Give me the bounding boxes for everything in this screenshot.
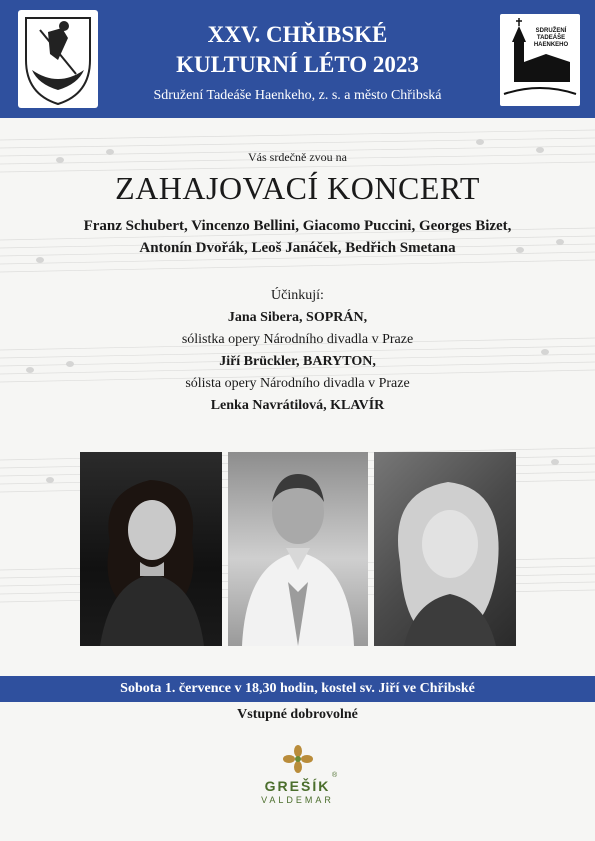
registered-mark: ®	[332, 772, 338, 779]
performers-heading: Účinkují:	[271, 288, 324, 303]
association-logo-text: SDRUŽENÍ TADEÁŠE HAENKEHO	[533, 28, 569, 48]
flower-icon	[282, 744, 314, 774]
pianist-portrait	[374, 452, 516, 646]
event-date-location: Sobota 1. července v 18,30 hodin, kostel sv. Jiří ve Chřibské	[0, 676, 595, 702]
baritone-portrait	[228, 452, 368, 646]
composers-line: Franz Schubert, Vincenzo Bellini, Giacomo Puccini, Georges Bizet,	[83, 218, 512, 234]
performer-pianist: Lenka Navrátilová, KLAVÍR	[210, 398, 385, 413]
coat-of-arms-icon	[18, 10, 98, 108]
composers-list	[0, 215, 595, 259]
sponsor-name: GREŠÍK	[264, 778, 331, 794]
composers-line: Antonín Dvořák, Leoš Janáček, Bedřich Smetana	[139, 240, 456, 256]
coat-of-arms-logo	[18, 10, 98, 108]
header-title-line2: KULTURNÍ LÉTO 2023	[176, 52, 419, 77]
header-title-line1: XXV. CHŘIBSKÉ	[207, 22, 388, 47]
performers-block	[0, 285, 595, 417]
soprano-portrait	[80, 452, 222, 646]
concert-title: ZAHAJOVACÍ KONCERT	[115, 170, 480, 206]
performer-soprano: Jana Sibera, SOPRÁN,	[227, 310, 368, 325]
performer-baritone: Jiří Brückler, BARYTON,	[219, 354, 376, 369]
association-logo	[500, 14, 580, 106]
invite-text: Vás srdečně zvou na	[248, 150, 347, 164]
performer-soprano-role: sólistka opery Národního divadla v Praze	[181, 332, 414, 347]
sponsor-subname: VALDEMAR	[261, 795, 334, 805]
performer-baritone-role: sólista opery Národního divadla v Praze	[185, 376, 410, 391]
entry-fee-text: Vstupné dobrovolné	[237, 707, 358, 722]
header-band	[0, 0, 595, 118]
header-subtitle: Sdružení Tadeáše Haenkeho, z. s. a město Chřibská	[153, 88, 442, 103]
